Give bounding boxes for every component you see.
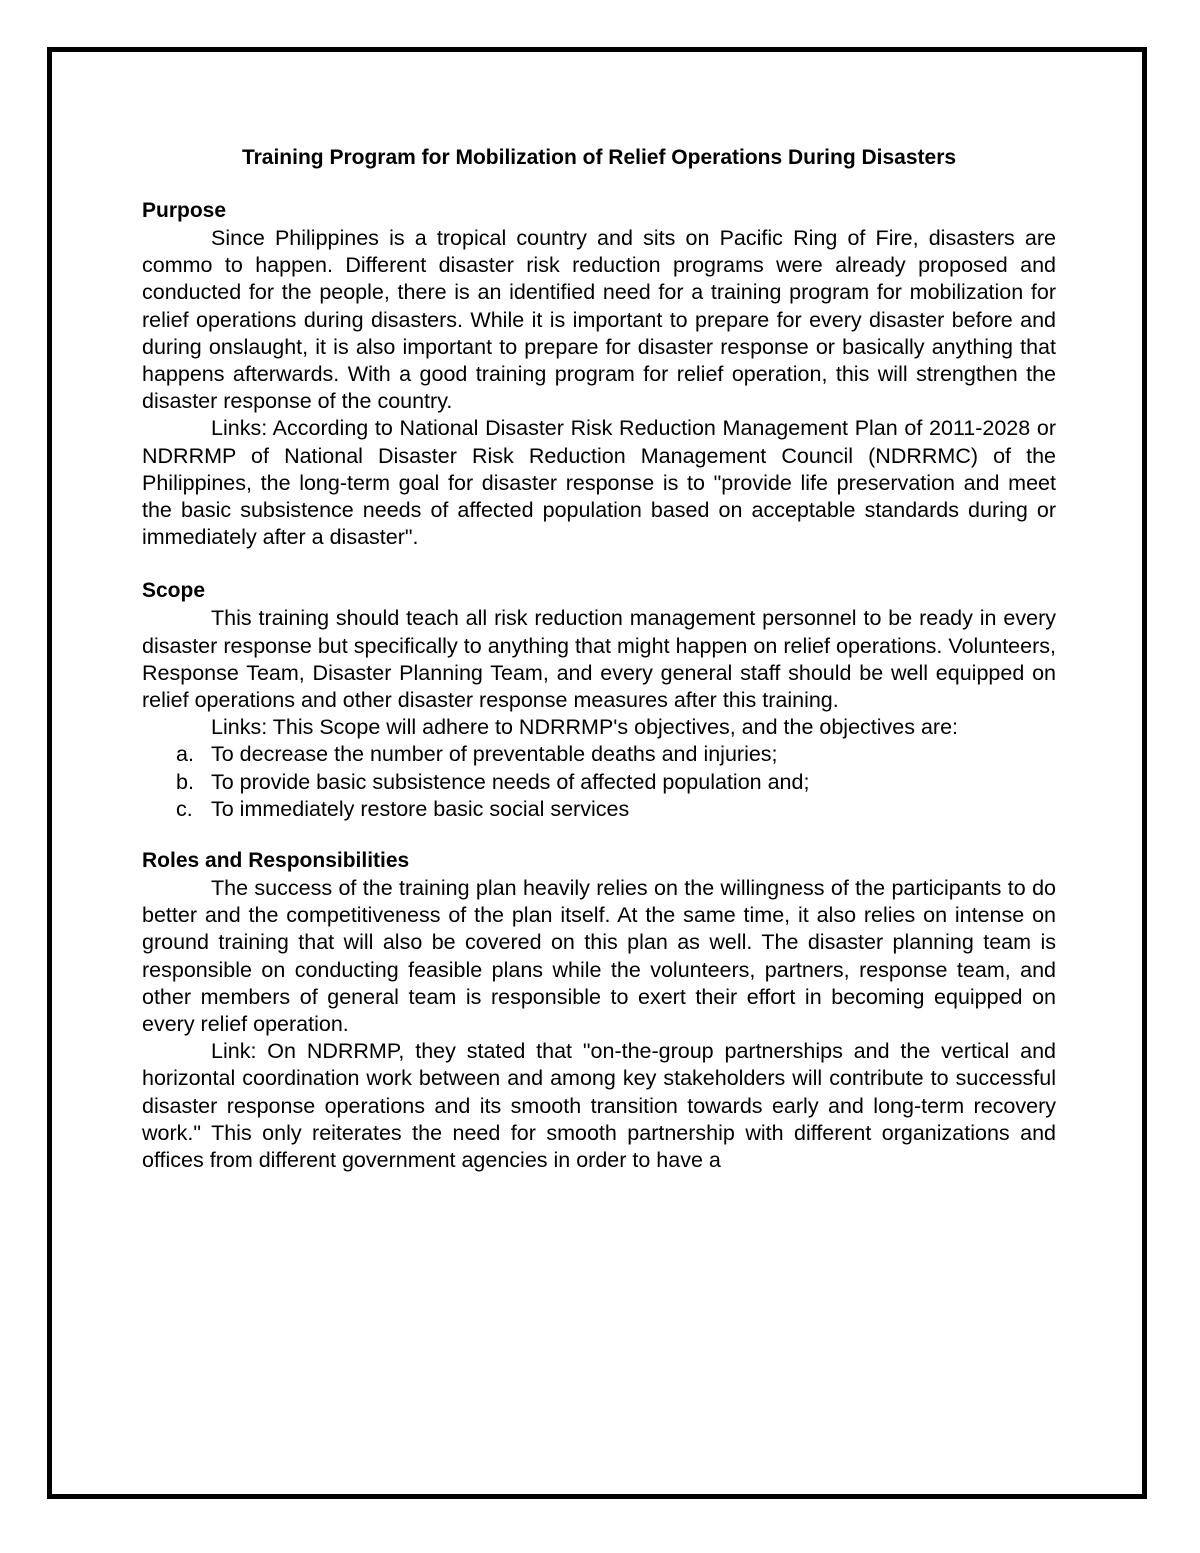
list-marker: c. [176,796,193,821]
roles-heading: Roles and Responsibilities [142,849,410,873]
list-item-text: To immediately restore basic social services [211,796,630,821]
list-item-text: To decrease the number of preventable deaths and injuries; [211,742,778,767]
list-marker: a. [176,742,194,767]
list-item [142,769,1056,796]
list-item [142,796,1056,823]
purpose-paragraph: Since Philippines is a tropical country and sits on Pacific Ring of Fire, disasters are commo to happen. Different disaster risk reduction programs were already proposed and conducted for the people, there is an identified need for a training program for mobilization for relief operations during disasters. While it is important to prepare for every disaster before and during onslaught, it is also important to prepare for disaster response or basically anything that happens afterwards. With a good training program for relief operation, this will strengthen the disaster response of the country. [142,226,1056,414]
roles-paragraph: The success of the training plan heavily relies on the willingness of the participants to do better and the competitiveness of the plan itself. At the same time, it also relies on intense on ground training that will also be covered on this plan as well. The disaster planning team is responsible on conducting feasible plans while the volunteers, partners, response team, and other members of general team is responsible to exert their effort in becoming equipped on every relief operation. [142,876,1056,1037]
objectives-list [142,741,1056,823]
purpose-links-paragraph: Links: According to National Disaster Risk Reduction Management Plan of 2011-2028 or NDRRMP of National Disaster Risk Reduction Management Council (NDRRMC) of the Philippines, the long-term goal for disaster response is to "provide life preservation and meet the basic subsistence needs of affected population based on acceptable standards during or immediately after a disaster". [142,416,1056,550]
document-title: Training Program for Mobilization of Relief Operations During Disasters [241,146,957,169]
scope-paragraph: This training should teach all risk reduction management personnel to be ready in every disaster response but specifically to anything that might happen on relief operations. Volunteers, Response Team, Disaster Planning Team, and every general staff should be well equipped on relief operations and other disaster response measures after this training. [142,606,1056,713]
document-body [142,138,1056,1174]
list-item-text: To provide basic subsistence needs of affected population and; [211,769,810,794]
scope-links-intro: Links: This Scope will adhere to NDRRMP's objectives, and the objectives are: [211,715,958,740]
roles-link-paragraph: Link: On NDRRMP, they stated that "on-the-group partnerships and the vertical and horizontal coordination work between and among key stakeholders will contribute to successful disaster response operations and its smooth transition towards early and long-term recovery work." This only reiterates the need for smooth partnership with different organizations and offices from different government agencies in order to have a [142,1039,1056,1173]
list-item [142,741,1056,768]
purpose-heading: Purpose [142,199,227,222]
scope-heading: Scope [142,579,206,603]
list-marker: b. [176,769,194,794]
